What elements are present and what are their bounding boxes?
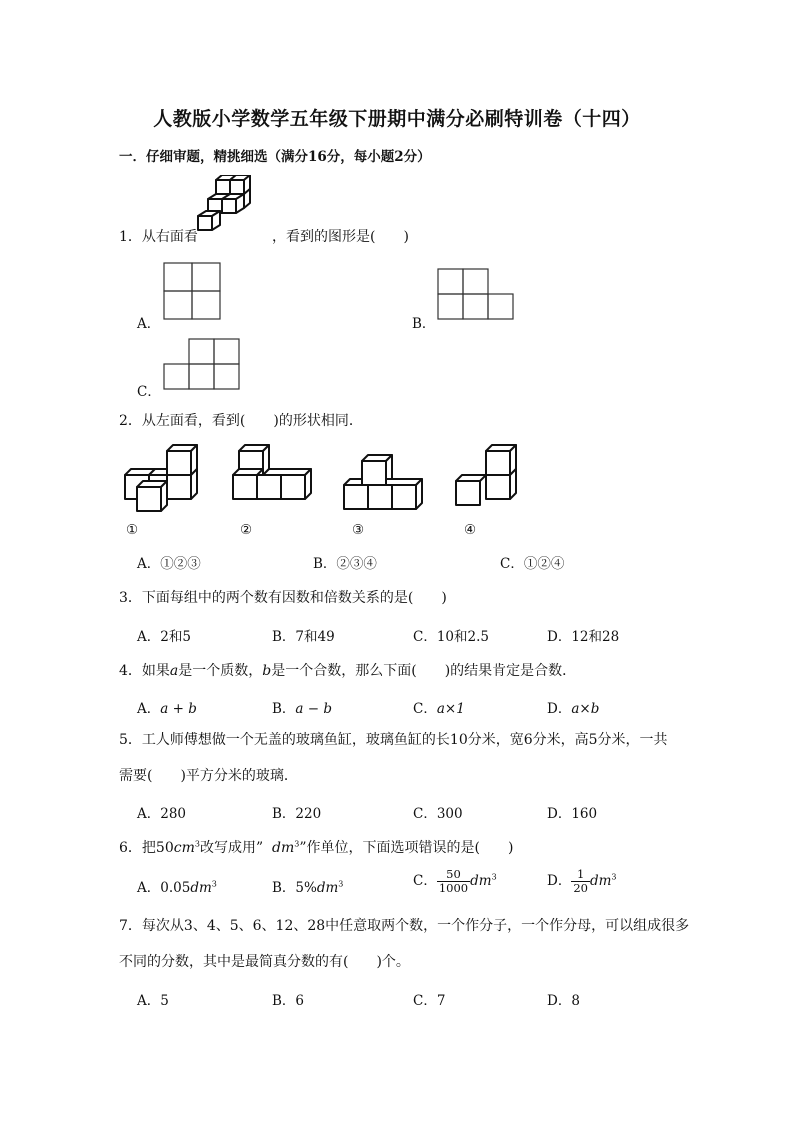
- option-1c-label[interactable]: C．: [137, 384, 161, 400]
- option-6d-unit: dm: [589, 873, 612, 889]
- option-1a-figure: [163, 262, 221, 320]
- option-5b[interactable]: B．220: [272, 806, 322, 822]
- question-6-unit-dm: dm: [272, 840, 295, 856]
- option-1b-figure: [437, 268, 516, 321]
- option-6b[interactable]: [272, 876, 343, 896]
- option-1a-label[interactable]: A．: [137, 316, 161, 332]
- option-4d-expr: a×b: [571, 701, 600, 717]
- section-heading: 一．仔细审题，精挑细选（满分16分，每小题2分）: [119, 149, 431, 165]
- option-5a[interactable]: A．280: [137, 806, 187, 822]
- option-3d[interactable]: D．12和28: [547, 629, 620, 645]
- option-6d-denominator: 20: [573, 881, 588, 895]
- question-6-exp-2: 3: [294, 839, 300, 849]
- option-6d[interactable]: [547, 868, 617, 895]
- question-4-var-b: b: [262, 663, 272, 679]
- option-6a[interactable]: [137, 876, 217, 896]
- option-1c-figure: [163, 338, 242, 390]
- question-2-figure-3: [340, 453, 426, 519]
- option-2b[interactable]: B．②③④: [313, 556, 377, 572]
- question-2-figure-3-label: ③: [352, 522, 365, 538]
- option-6a-unit: dm: [190, 880, 212, 896]
- option-1b-label[interactable]: B．: [412, 316, 436, 332]
- page-title: 人教版小学数学五年级下册期中满分必刷特训卷（十四）: [153, 108, 641, 130]
- option-4c-label: C．: [413, 701, 437, 717]
- question-2-figure-4: [452, 443, 522, 519]
- option-6d-numerator: 1: [571, 868, 590, 882]
- option-4d[interactable]: [547, 697, 599, 717]
- option-6b-unit: dm: [316, 880, 339, 896]
- option-2a[interactable]: A．①②③: [137, 556, 201, 572]
- option-6a-exp: 3: [211, 879, 217, 889]
- question-4-text-1: 4．如果: [119, 663, 170, 679]
- question-4-var-a: a: [169, 663, 179, 679]
- option-7b[interactable]: B．6: [272, 993, 305, 1009]
- question-1-prefix: 1．从右面看: [119, 229, 198, 245]
- option-4b[interactable]: [272, 697, 332, 717]
- option-5c[interactable]: C．300: [413, 806, 463, 822]
- question-5-line-1: 5．工人师傅想做一个无盖的玻璃鱼缸，玻璃鱼缸的长10分米，宽6分米，高5分米，一共: [119, 732, 668, 748]
- option-6c[interactable]: [413, 868, 497, 895]
- question-6-exp-1: 3: [194, 839, 200, 849]
- option-4b-expr: a − b: [295, 701, 333, 717]
- question-2-text: 2．从左面看，看到( )的形状相同．: [119, 413, 363, 429]
- option-6c-numerator: 50: [437, 868, 470, 882]
- option-4a-expr: a + b: [160, 701, 197, 717]
- option-6b-label: B．: [272, 880, 296, 896]
- option-6b-value: 5%: [295, 880, 317, 896]
- question-7-line-1: 7．每次从3、4、5、6、12、28中任意取两个数，一个作分子，一个作分母，可以组成很多: [119, 918, 690, 934]
- question-2-figure-2-label: ②: [240, 522, 253, 538]
- option-4c[interactable]: [413, 697, 465, 717]
- question-7-line-2: 不同的分数，其中是最简真分数的有( )个。: [119, 954, 410, 970]
- question-6-text-1: 6．把50: [119, 840, 174, 856]
- question-2-figure-2: [229, 443, 315, 519]
- question-6-text-3: ”作单位，下面选项错误的是( ): [299, 840, 514, 856]
- question-1-suffix: ，看到的图形是( ): [272, 229, 409, 245]
- option-3b[interactable]: B．7和49: [272, 629, 335, 645]
- option-4a[interactable]: [137, 697, 197, 717]
- option-4b-label: B．: [272, 701, 296, 717]
- option-3a[interactable]: A．2和5: [137, 629, 191, 645]
- option-6d-fraction: [571, 868, 590, 895]
- question-2-figure-1: [121, 443, 203, 519]
- option-6c-label: C．: [413, 873, 437, 889]
- question-4-text-2: 是一个质数，: [178, 663, 263, 679]
- option-6b-exp: 3: [338, 879, 344, 889]
- question-6-text: [119, 837, 513, 857]
- option-6d-exp: 3: [611, 872, 617, 882]
- option-6c-denominator: 1000: [438, 881, 469, 895]
- option-6c-unit: dm: [470, 873, 492, 889]
- option-6c-exp: 3: [491, 872, 497, 882]
- question-3-text: 3．下面每组中的两个数有因数和倍数关系的是( ): [119, 590, 447, 606]
- option-7d[interactable]: D．8: [547, 993, 580, 1009]
- option-7a[interactable]: A．5: [137, 993, 169, 1009]
- question-4-text: [119, 660, 576, 680]
- option-7c[interactable]: C．7: [413, 993, 446, 1009]
- question-6-unit-cm: cm: [173, 840, 195, 856]
- option-6a-value: 0.05: [160, 880, 191, 896]
- option-5d[interactable]: D．160: [547, 806, 598, 822]
- option-2c[interactable]: C．①②④: [500, 556, 565, 572]
- option-4a-label: A．: [137, 701, 161, 717]
- question-1-solid-figure: [196, 175, 266, 245]
- question-2-figure-4-label: ④: [464, 522, 477, 538]
- option-4c-expr: a×1: [436, 701, 465, 717]
- question-6-text-2: 改写成用”: [199, 840, 264, 856]
- question-4-text-3: 是一个合数，那么下面( )的结果肯定是合数．: [271, 663, 577, 679]
- option-6d-label: D．: [547, 873, 572, 889]
- option-4d-label: D．: [547, 701, 572, 717]
- question-2-figure-1-label: ①: [126, 522, 139, 538]
- option-3c[interactable]: C．10和2.5: [413, 629, 489, 645]
- question-5-line-2: 需要( )平方分米的玻璃．: [119, 768, 298, 784]
- option-6c-fraction: [437, 868, 470, 895]
- option-6a-label: A．: [137, 880, 161, 896]
